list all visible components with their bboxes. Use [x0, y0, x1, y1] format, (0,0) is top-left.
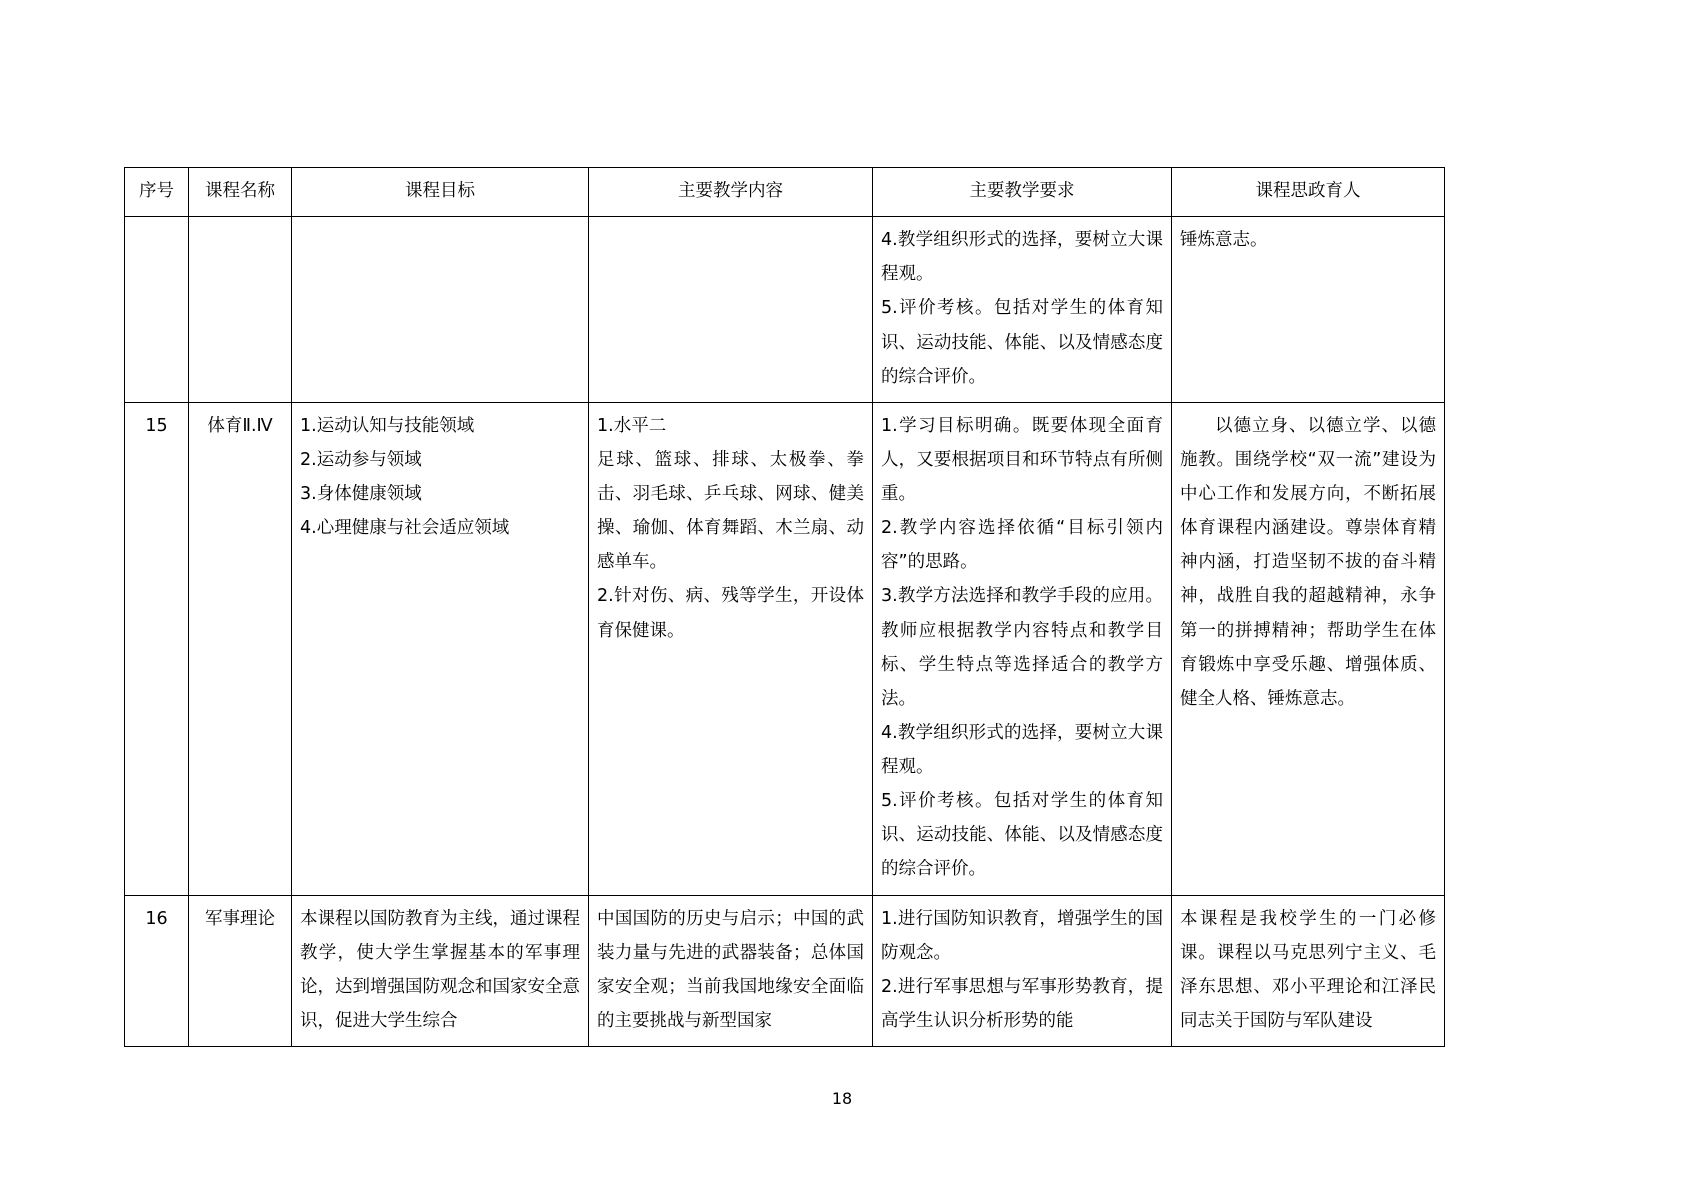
requirement-item: 2.进行军事思想与军事形势教育，提高学生认识分析形势的能 [881, 976, 1163, 1031]
table-row [125, 217, 1445, 403]
ideology-item: 以德立身、以德立学、以德施教。围绕学校“双一流”建设为中心工作和发展方向，不断拓展体育课程内涵建设。尊崇体育精神内涵，打造坚韧不拔的奋斗精神，战胜自我的超越精神，永争第一的拼搏精神；帮助学生在体育锻炼中享受乐趣、增强体质、健全人格、锤炼意志。 [1180, 415, 1436, 709]
requirement-item: 3.教学方法选择和教学手段的应用。教师应根据教学内容特点和教学目标、学生特点等选择适合的教学方法。 [881, 586, 1163, 709]
empty-content [597, 223, 864, 233]
content-item: 足球、篮球、排球、太极拳、拳击、羽毛球、乒乓球、网球、健美操、瑜伽、体育舞蹈、木兰扇、动感单车。 [597, 449, 864, 573]
cell-course-goal [292, 217, 589, 403]
cell-course-goal [292, 402, 589, 895]
cell-main-requirement [873, 402, 1172, 895]
goal-item: 1.运动认知与技能领域 [300, 415, 475, 436]
requirement-item: 2.教学内容选择依循“目标引领内容”的思路。 [881, 518, 1163, 573]
table-row [125, 895, 1445, 1047]
table-body [125, 217, 1445, 1047]
goal-item: 2.运动参与领域 [300, 449, 422, 470]
content-item: 中国国防的历史与启示；中国的武装力量与先进的武器装备；总体国家安全观；当前我国地缘安全面临的主要挑战与新型国家 [597, 908, 864, 1031]
table-header [125, 168, 1445, 217]
cell-no: 15 [125, 402, 189, 895]
cell-main-content [589, 402, 873, 895]
column-header-course-name: 课程名称 [189, 168, 292, 217]
column-header-course-goal: 课程目标 [292, 168, 589, 217]
cell-main-content [589, 895, 873, 1047]
cell-ideology [1172, 895, 1445, 1047]
goal-item: 3.身体健康领域 [300, 484, 422, 504]
content-item: 2.针对伤、病、残等学生，开设体育保健课。 [597, 586, 864, 641]
column-header-main-content: 主要教学内容 [589, 168, 873, 217]
page-number: 18 [831, 1089, 853, 1108]
cell-main-requirement [873, 217, 1172, 403]
requirement-item: 4.教学组织形式的选择，要树立大课程观。 [881, 230, 1163, 285]
ideology-item: 本课程是我校学生的一门必修课。课程以马克思列宁主义、毛泽东思想、邓小平理论和江泽民同志关于国防与军队建设 [1180, 908, 1436, 1031]
column-header-no: 序号 [125, 168, 189, 217]
content-item: 1.水平二 [597, 415, 667, 436]
cell-course-goal [292, 895, 589, 1047]
cell-main-content [589, 217, 873, 403]
cell-no [125, 217, 189, 403]
goal-item: 4.心理健康与社会适应领域 [300, 518, 510, 539]
course-table-container [124, 167, 1444, 1047]
column-header-ideology: 课程思政育人 [1172, 168, 1445, 217]
table-row [125, 402, 1445, 895]
cell-course-name: 军事理论 [189, 895, 292, 1047]
cell-course-name [189, 217, 292, 403]
cell-main-requirement [873, 895, 1172, 1047]
course-table [124, 167, 1445, 1047]
ideology-item: 锤炼意志。 [1180, 230, 1268, 251]
requirement-item: 1.进行国防知识教育，增强学生的国防观念。 [881, 908, 1163, 963]
requirement-item: 5.评价考核。包括对学生的体育知识、运动技能、体能、以及情感态度的综合评价。 [881, 298, 1163, 387]
requirement-item: 4.教学组织形式的选择，要树立大课程观。 [881, 722, 1163, 777]
requirement-item: 1.学习目标明确。既要体现全面育人，又要根据项目和环节特点有所侧重。 [881, 415, 1163, 504]
goal-item: 本课程以国防教育为主线，通过课程教学，使大学生掌握基本的军事理论，达到增强国防观念和国家安全意识，促进大学生综合 [300, 908, 580, 1031]
cell-ideology [1172, 402, 1445, 895]
cell-no: 16 [125, 895, 189, 1047]
table-header-row [125, 168, 1445, 217]
requirement-item: 5.评价考核。包括对学生的体育知识、运动技能、体能、以及情感态度的综合评价。 [881, 791, 1163, 880]
cell-course-name: 体育Ⅱ.Ⅳ [189, 402, 292, 895]
empty-content [300, 223, 580, 233]
cell-ideology [1172, 217, 1445, 403]
column-header-main-requirement: 主要教学要求 [873, 168, 1172, 217]
